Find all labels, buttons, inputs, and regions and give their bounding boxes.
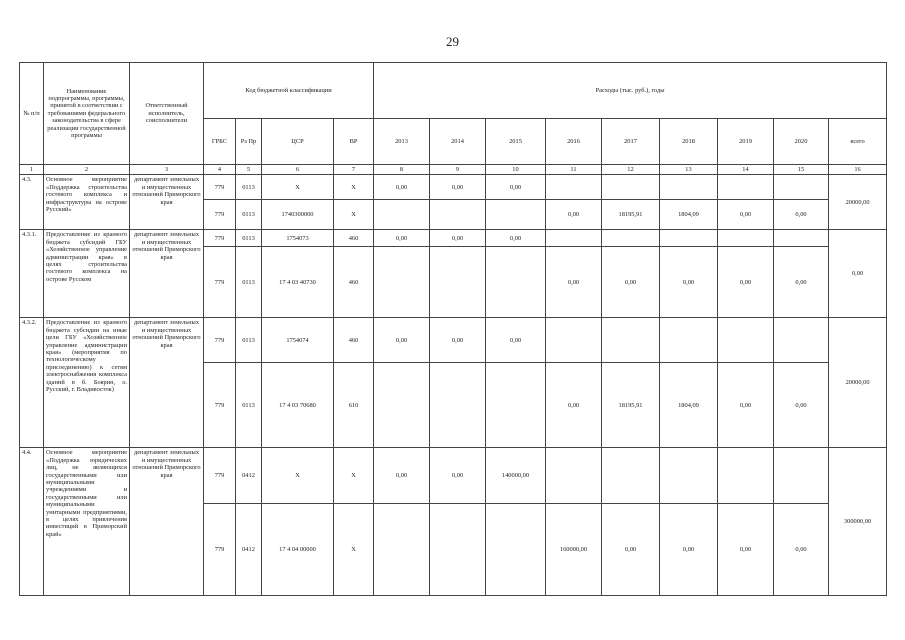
cell-rzpr: 0412	[236, 504, 262, 596]
header-row-1	[20, 63, 887, 119]
cell-value	[602, 230, 660, 247]
header-responsible: Ответственный исполнитель, соисполнители	[130, 63, 204, 165]
cell-value	[430, 363, 486, 448]
column-number: 8	[374, 165, 430, 175]
cell-value: 1804,09	[660, 363, 718, 448]
cell-value: 0,00	[718, 504, 774, 596]
cell-value: 0,00	[718, 363, 774, 448]
header-expenses: Расходы (тыс. руб.), годы	[374, 63, 887, 119]
cell-value	[602, 175, 660, 200]
cell-value: 140000,00	[486, 448, 546, 504]
cell-value	[546, 318, 602, 363]
cell-vr: Х	[334, 175, 374, 200]
cell-value: 18195,91	[602, 363, 660, 448]
cell-value: 0,00	[374, 175, 430, 200]
cell-value: 0,00	[374, 448, 430, 504]
table-row	[20, 175, 887, 200]
cell-value: 0,00	[660, 504, 718, 596]
row-name: Предоставление из краевого бюджета субсидий ГБУ «Хозяйственное управление администрации края» в целях строительства гостевого комплекса на острове Русском	[44, 230, 130, 318]
cell-value: 0,00	[660, 247, 718, 318]
column-number: 11	[546, 165, 602, 175]
cell-value: 0,00	[374, 318, 430, 363]
cell-rzpr: 0113	[236, 175, 262, 200]
cell-vr: Х	[334, 448, 374, 504]
cell-csr: 17 4 03 70680	[262, 363, 334, 448]
cell-rzpr: 0412	[236, 448, 262, 504]
cell-value: 160000,00	[546, 504, 602, 596]
cell-value	[486, 247, 546, 318]
cell-csr: 1754073	[262, 230, 334, 247]
table-row	[20, 230, 887, 247]
cell-value: 0,00	[602, 504, 660, 596]
row-responsible: департамент земельных и имущественных отношений Приморского края	[130, 318, 204, 448]
cell-grbs: 779	[204, 175, 236, 200]
column-number: 7	[334, 165, 374, 175]
cell-value	[774, 175, 829, 200]
header-year: 2019	[718, 119, 774, 165]
cell-value	[660, 448, 718, 504]
cell-total: 20000,00	[829, 175, 887, 230]
row-number: 4.4.	[20, 448, 44, 596]
cell-value: 18195,91	[602, 200, 660, 230]
cell-value: 0,00	[546, 363, 602, 448]
column-number: 6	[262, 165, 334, 175]
cell-value: 0,00	[430, 175, 486, 200]
header-year: 2016	[546, 119, 602, 165]
cell-vr: 460	[334, 230, 374, 247]
cell-grbs: 779	[204, 448, 236, 504]
column-number: 1	[20, 165, 44, 175]
cell-vr: Х	[334, 504, 374, 596]
row-number: 4.3.	[20, 175, 44, 230]
cell-value	[486, 200, 546, 230]
header-year: 2013	[374, 119, 430, 165]
cell-value: 0,00	[774, 363, 829, 448]
cell-total: 300000,00	[829, 448, 887, 596]
cell-grbs: 779	[204, 318, 236, 363]
cell-value	[718, 448, 774, 504]
column-number: 2	[44, 165, 130, 175]
cell-value: 0,00	[774, 504, 829, 596]
cell-value	[774, 448, 829, 504]
cell-vr: 460	[334, 247, 374, 318]
cell-csr: 1740300000	[262, 200, 334, 230]
header-num: № п/п	[20, 63, 44, 165]
row-name: Основное мероприятие «Поддержка юридических лиц, не являющихся государственными или муниципальными учреждениями и государственными или муниципальными унитарными предприятиями, в целях привлечения инвестиций в Приморский край»	[44, 448, 130, 596]
cell-value	[430, 200, 486, 230]
cell-csr: Х	[262, 448, 334, 504]
column-number: 4	[204, 165, 236, 175]
cell-grbs: 779	[204, 504, 236, 596]
cell-value	[430, 247, 486, 318]
cell-value: 0,00	[486, 175, 546, 200]
header-year: 2020	[774, 119, 829, 165]
cell-value: 0,00	[430, 448, 486, 504]
column-number: 10	[486, 165, 546, 175]
header-year: 2018	[660, 119, 718, 165]
cell-value	[486, 363, 546, 448]
cell-value	[774, 230, 829, 247]
column-number: 9	[430, 165, 486, 175]
header-kbk: Код бюджетной классификации	[204, 63, 374, 119]
cell-csr: 17 4 03 40730	[262, 247, 334, 318]
column-number: 3	[130, 165, 204, 175]
header-name: Наименование подпрограммы, программы, принятой в соответствии с требованиями федерального законодательства в сфере реализации государственной программы	[44, 63, 130, 165]
cell-rzpr: 0113	[236, 247, 262, 318]
cell-value	[374, 247, 430, 318]
cell-value: 0,00	[546, 247, 602, 318]
cell-rzpr: 0113	[236, 363, 262, 448]
cell-value	[374, 363, 430, 448]
cell-value	[774, 318, 829, 363]
cell-value	[718, 318, 774, 363]
cell-value: 0,00	[774, 200, 829, 230]
column-numbers-row	[20, 165, 887, 175]
cell-csr: 17 4 04 00000	[262, 504, 334, 596]
row-number: 4.3.2.	[20, 318, 44, 448]
row-responsible: департамент земельных и имущественных отношений Приморского края	[130, 448, 204, 596]
table-row	[20, 318, 887, 363]
header-grbs: ГРБС	[204, 119, 236, 165]
header-vr: ВР	[334, 119, 374, 165]
cell-grbs: 779	[204, 230, 236, 247]
column-number: 5	[236, 165, 262, 175]
header-rzpr: Рз Пр	[236, 119, 262, 165]
page-number: 29	[446, 34, 459, 49]
cell-value	[374, 504, 430, 596]
cell-grbs: 779	[204, 363, 236, 448]
header-year: 2014	[430, 119, 486, 165]
cell-total: 20000,00	[829, 318, 887, 448]
header-total: всего	[829, 119, 887, 165]
cell-rzpr: 0113	[236, 200, 262, 230]
row-name: Основное мероприятие «Поддержка строительства гостевого комплекса и инфраструктуры на острове Русский»	[44, 175, 130, 230]
row-responsible: департамент земельных и имущественных отношений Приморского края	[130, 175, 204, 230]
row-responsible: департамент земельных и имущественных отношений Приморского края	[130, 230, 204, 318]
cell-value	[602, 318, 660, 363]
column-number: 12	[602, 165, 660, 175]
cell-vr: Х	[334, 200, 374, 230]
cell-value: 0,00	[718, 247, 774, 318]
cell-value	[660, 230, 718, 247]
cell-value: 0,00	[430, 318, 486, 363]
cell-value	[546, 448, 602, 504]
budget-table	[19, 62, 887, 596]
cell-value	[374, 200, 430, 230]
cell-value	[430, 504, 486, 596]
cell-value	[546, 175, 602, 200]
cell-value: 1804,09	[660, 200, 718, 230]
header-year: 2015	[486, 119, 546, 165]
row-name: Предоставление из краевого бюджета субсидии на иные цели ГБУ «Хозяйственное управление администрации края» (мероприятия по технологическому присоединению) к сетям электроснабжения комплекса зданий в б. Боярин, о. Русский, г. Владивосток)	[44, 318, 130, 448]
column-number: 16	[829, 165, 887, 175]
cell-value	[718, 230, 774, 247]
cell-value: 0,00	[602, 247, 660, 318]
cell-vr: 460	[334, 318, 374, 363]
cell-value	[660, 318, 718, 363]
column-number: 15	[774, 165, 829, 175]
header-year: 2017	[602, 119, 660, 165]
cell-value	[660, 175, 718, 200]
cell-csr: Х	[262, 175, 334, 200]
cell-grbs: 779	[204, 247, 236, 318]
cell-grbs: 779	[204, 200, 236, 230]
cell-value	[718, 175, 774, 200]
cell-vr: 610	[334, 363, 374, 448]
cell-value: 0,00	[486, 230, 546, 247]
cell-value: 0,00	[546, 200, 602, 230]
cell-value	[546, 230, 602, 247]
cell-value	[602, 448, 660, 504]
cell-value: 0,00	[374, 230, 430, 247]
cell-value: 0,00	[774, 247, 829, 318]
cell-value: 0,00	[486, 318, 546, 363]
header-csr: ЦСР	[262, 119, 334, 165]
cell-value	[486, 504, 546, 596]
cell-value: 0,00	[430, 230, 486, 247]
row-number: 4.3.1.	[20, 230, 44, 318]
cell-rzpr: 0113	[236, 318, 262, 363]
table-row	[20, 448, 887, 504]
cell-value: 0,00	[718, 200, 774, 230]
column-number: 14	[718, 165, 774, 175]
cell-csr: 1754074	[262, 318, 334, 363]
cell-total: 0,00	[829, 230, 887, 318]
column-number: 13	[660, 165, 718, 175]
cell-rzpr: 0113	[236, 230, 262, 247]
